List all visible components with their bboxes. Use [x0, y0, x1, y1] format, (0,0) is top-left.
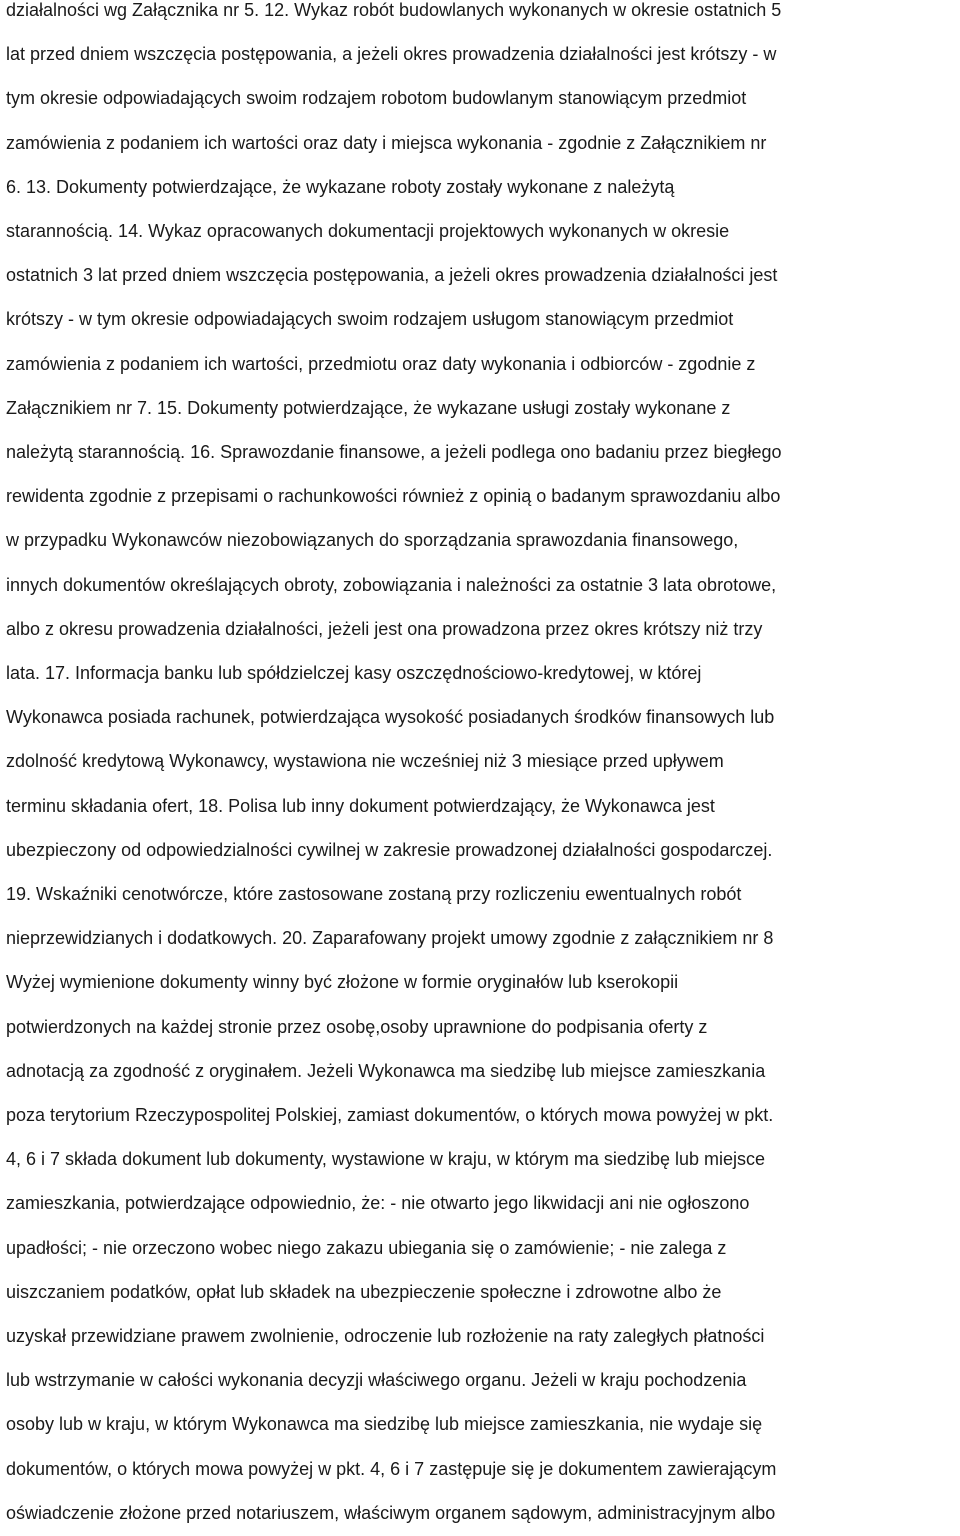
text-line: rewidenta zgodnie z przepisami o rachunkowości również z opinią o badanym sprawozdaniu albo [6, 486, 781, 507]
text-line: starannością. 14. Wykaz opracowanych dokumentacji projektowych wykonanych w okresie [6, 221, 730, 241]
text-line: albo z okresu prowadzenia działalności, jeżeli jest ona prowadzona przez okres krótszy niż trzy [6, 618, 763, 639]
text-line: lata. 17. Informacja banku lub spółdzielczej kasy oszczędnościowo-kredytowej, w której [6, 663, 702, 683]
text-line: 19. Wskaźniki cenotwórcze, które zastosowane zostaną przy rozliczeniu ewentualnych robót [6, 884, 742, 904]
text-line: Załącznikiem nr 7. 15. Dokumenty potwierdzające, że wykazane usługi zostały wykonane z [6, 397, 731, 418]
text-line: innych dokumentów określających obroty, zobowiązania i należności za ostatnie 3 lata obrotowe, [6, 574, 777, 595]
text-line: ubezpieczony od odpowiedzialności cywilnej w zakresie prowadzonej działalności gospodarczej. [6, 839, 773, 860]
text-line: nieprzewidzianych i dodatkowych. 20. Zaparafowany projekt umowy zgodnie z załącznikiem nr 8 [6, 928, 774, 949]
text-line: uiszczaniem podatków, opłat lub składek na ubezpieczenie społeczne i zdrowotne albo że [6, 1281, 722, 1302]
text-line: zamieszkania, potwierdzające odpowiednio, że: - nie otwarto jego likwidacji ani nie ogłoszono [6, 1193, 750, 1214]
text-line: należytą starannością. 16. Sprawozdanie finansowe, a jeżeli podlega ono badaniu przez biegłego [6, 442, 782, 462]
text-line: oświadczenie złożone przed notariuszem, właściwym organem sądowym, administracyjnym albo [6, 1502, 776, 1523]
text-line: działalności wg Załącznika nr 5. 12. Wykaz robót budowlanych wykonanych w okresie ostatnich 5 [6, 0, 782, 20]
text-line: zdolność kredytową Wykonawcy, wystawiona nie wcześniej niż 3 miesiące przed upływem [6, 751, 724, 772]
text-line: poza terytorium Rzeczypospolitej Polskiej, zamiast dokumentów, o których mowa powyżej w pkt. [6, 1105, 774, 1125]
text-line: uzyskał przewidziane prawem zwolnienie, odroczenie lub rozłożenie na raty zaległych płatności [6, 1326, 765, 1346]
text-line: Wyżej wymienione dokumenty winny być złożone w formie oryginałów lub kserokopii [6, 972, 679, 993]
text-line: zamówienia z podaniem ich wartości oraz daty i miejsca wykonania - zgodnie z Załącznikiem nr [6, 132, 767, 153]
text-line: zamówienia z podaniem ich wartości, przedmiotu oraz daty wykonania i odbiorców - zgodnie z [6, 353, 756, 374]
text-line: osoby lub w kraju, w którym Wykonawca ma siedzibę lub miejsce zamieszkania, nie wydaje się [6, 1414, 763, 1435]
text-line: krótszy - w tym okresie odpowiadających swoim rodzajem usługom stanowiącym przedmiot [6, 309, 734, 330]
text-line: 6. 13. Dokumenty potwierdzające, że wykazane roboty zostały wykonane z należytą [6, 176, 675, 197]
text-line: adnotacją za zgodność z oryginałem. Jeżeli Wykonawca ma siedzibę lub miejsce zamieszkania [6, 1060, 766, 1081]
text-line: Wykonawca posiada rachunek, potwierdzająca wysokość posiadanych środków finansowych lub [6, 707, 775, 728]
text-line: potwierdzonych na każdej stronie przez osobę,osoby uprawnione do podpisania oferty z [6, 1016, 708, 1037]
text-line: dokumentów, o których mowa powyżej w pkt. 4, 6 i 7 zastępuje się je dokumentem zawierającym [6, 1458, 777, 1479]
text-line: terminu składania ofert, 18. Polisa lub inny dokument potwierdzający, że Wykonawca jest [6, 795, 715, 816]
text-line: lub wstrzymanie w całości wykonania decyzji właściwego organu. Jeżeli w kraju pochodzenia [6, 1370, 747, 1391]
text-line: ostatnich 3 lat przed dniem wszczęcia postępowania, a jeżeli okres prowadzenia działalności jest [6, 265, 778, 286]
text-line: upadłości; - nie orzeczono wobec niego zakazu ubiegania się o zamówienie; - nie zalega z [6, 1237, 727, 1258]
text-line: w przypadku Wykonawców niezobowiązanych do sporządzania sprawozdania finansowego, [6, 530, 739, 551]
text-line: lat przed dniem wszczęcia postępowania, a jeżeli okres prowadzenia działalności jest krótszy - w [6, 44, 777, 65]
text-line: 4, 6 i 7 składa dokument lub dokumenty, wystawione w kraju, w którym ma siedzibę lub miejsce [6, 1149, 765, 1170]
text-line: tym okresie odpowiadających swoim rodzajem robotom budowlanym stanowiącym przedmiot [6, 88, 747, 109]
